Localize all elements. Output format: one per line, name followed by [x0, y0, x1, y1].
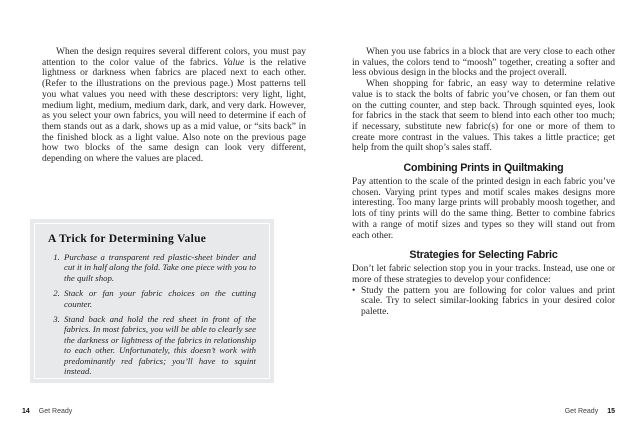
right-page	[352, 47, 615, 318]
right-page-footer	[352, 408, 615, 415]
sidebar-title: A Trick for Determining Value	[48, 233, 207, 245]
right-footer-section: Get Ready	[564, 408, 599, 415]
intro-paragraph-end: is the relative lightness or darkness when fabrics are placed next to each other. (Refer to the illustrations on the previous page.) Most patterns tell you what values you need with these descriptors: very light, light, medium light, medium, medium dark, dark, and very dark. However, as you select your own fabrics, you will need to determine if each of them stands out as a dark, shows up as a mid value, or “sits back” in the finished block as a light value. Also note on the previous page how two blocks of the same design can look very different, depending on where the values are placed.	[42, 57, 306, 165]
sidebar-step: 3. Stand back and hold the red sheet in front of the fabrics. In most fabrics, you will be able to clearly see the darkness or lightness of the fabrics in relationship to each other. Unfortunately, this doesn’t work with predominantly red fabrics; you’ll have to squint instead.	[62, 314, 256, 376]
sidebar-step: 1. Purchase a transparent red plastic-sheet binder and cut it in half along the fold. Take one piece with you to the quilt shop.	[62, 252, 256, 283]
strategy-bullet-text: Study the pattern you are following for color values and print scale. Try to select similar-looking fabrics in your desired color palette.	[361, 285, 615, 318]
heading-combining-prints: Combining Prints in Quiltmaking	[403, 162, 564, 175]
left-footer-section: Get Ready	[38, 408, 73, 415]
heading-strategies: Strategies for Selecting Fabric	[409, 249, 558, 262]
value-term-italic: Value	[223, 57, 245, 68]
left-page-number: 14	[22, 408, 30, 415]
paragraph-strategies-intro: Don’t let fabric selection stop you in your tracks. Instead, use one or more of these strategies to develop your confidence:	[352, 264, 615, 285]
sidebar-box	[30, 219, 274, 383]
right-page-number: 15	[607, 408, 615, 415]
sidebar-steps-list	[48, 252, 256, 376]
left-page	[42, 47, 306, 165]
bullet-icon: •	[352, 285, 356, 296]
left-page-footer	[22, 408, 72, 415]
paragraph-shopping: When shopping for fabric, an easy way to determine relative value is to stack the bolts of fabric you’ve chosen, or fan them out on the cutting counter, and step back. Through squinted eyes, look for fabrics in the stack that seem to blend into each other too much; if necessary, substitute new fabric(s) for one or more of them to create more contrast in the values. This takes a little practice; get help from the quilt shop’s sales staff.	[352, 79, 615, 154]
sidebar-step: 2. Stack or fan your fabric choices on the cutting counter.	[62, 288, 256, 309]
intro-paragraph-start: When the design requires several different colors, you must pay attention to the color value of the fabrics.	[42, 47, 306, 68]
strategy-bullet-item	[352, 286, 615, 318]
paragraph-print-scale: Pay attention to the scale of the printed design in each fabric you’ve chosen. Varying print types and motif scales makes designs more interesting. Too many large prints will probably moosh together, and lots of tiny prints will do the same thing. Better to combine fabrics with a range of motif sizes and types so they will stand out from each other.	[352, 177, 615, 241]
sidebar-inner-frame	[34, 223, 270, 379]
intro-paragraph	[42, 47, 306, 165]
paragraph-moosh: When you use fabrics in a block that are very close to each other in values, the colors tend to “moosh” together, creating a softer and less obvious design in the blocks and the project overall.	[352, 47, 615, 79]
